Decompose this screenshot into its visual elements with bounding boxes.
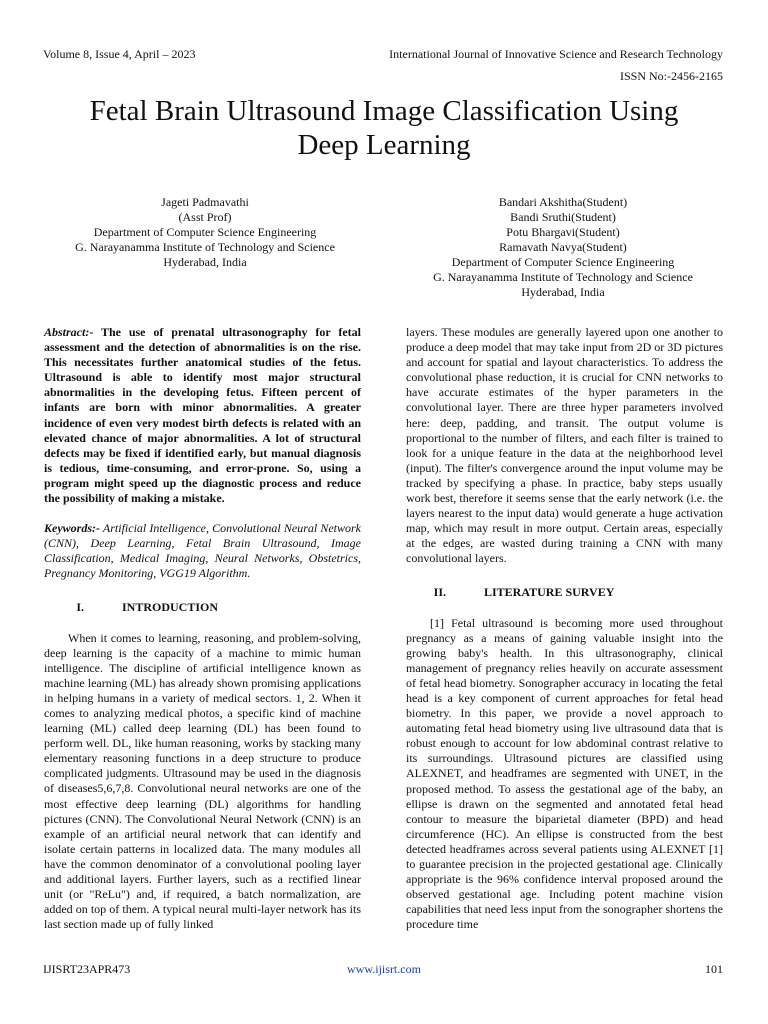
body-paragraph: layers. These modules are generally layered upon one another to produce a deep model that may take input from 2D or 3D pictures and account for spatial and layout characteristics. To address the convolutional phase reduction, it is crucial for CNN networks to have accurate estimates of the hyper parameters in the convolutional layer. There are three hyper parameters involved here: deep, padding, and transit. The output volume is proportional to the number of filters, and each filter is trained to look for a unique feature in the data at the neighborhood level (input). The filter's convergence around the input volume may be tracked by specifying a phase. In practice, baby steps usually work best, therefore it seems sense that the early network (i.e. the layers nearest to the input data) would generate a huge activation map, which may result in more output. Certain areas, especially at the edges, are wasted during training a CNN with many convolutional layers. [406, 325, 723, 566]
paper-title-line-1: Fetal Brain Ultrasound Image Classification Using [89, 95, 679, 127]
author-institution: G. Narayanamma Institute of Technology and Science [75, 240, 335, 254]
running-header-issn: ISSN No:-2456-2165 [619, 69, 723, 83]
right-column [406, 325, 723, 932]
left-column [44, 325, 361, 932]
author-name: Potu Bhargavi(Student) [506, 225, 620, 239]
author-location: Hyderabad, India [521, 285, 605, 299]
section-title: LITERATURE SURVEY [484, 584, 615, 599]
keywords [44, 521, 361, 581]
introduction-paragraph: When it comes to learning, reasoning, and problem-solving, deep learning is the capacity of a machine to mimic human intelligence. The discipline of artificial intelligence known as machine learning (ML) has already shown promising applications in helping humans in a variety of medical sectors. 1, 2. When it comes to analyzing medical photos, a specific kind of machine learning (ML) called deep learning (DL) has been found to perform well. DL, like human reasoning, works by stacking many elementary reasoning functions in a deep structure to produce complicated judgments. Ultrasound may be used in the diagnosis of diseases5,6,7,8. Convolutional neural networks are one of the most effective deep learning (DL) algorithms for handling pictures (CNN). The Convolutional Neural Network (CNN) is an example of an artificial neural network that can identify and isolate certain patterns in localized data. The many modules all have the common denominator of a convolutional pooling layer and additional layers. Further layers, such as a rectified linear unit (or "ReLu") and, if required, a batch normalization, are added on top of them. A typical neural multi-layer network has its last section made up of fully linked [44, 630, 361, 932]
keywords-text: Artificial Intelligence, Convolutional Neural Network (CNN), Deep Learning, Fetal Brain Ultrasound, Image Classification, Medical Imaging, Neural Networks, Obstetrics, Pregnancy Monitoring, VGG19 Algorithm. [44, 521, 361, 581]
section-title: INTRODUCTION [122, 599, 219, 614]
keywords-label: Keywords:- [44, 521, 100, 536]
abstract-text: The use of prenatal ultrasonography for fetal assessment and the detection of abnormalities is on the rise. This necessitates further anatomical studies of the fetus. Ultrasound is able to identify most major structural abnormalities in the developing fetus. Fifteen percent of infants are born with minor abnormalities. A greater incidence of even very modest birth defects is related with an elevated chance of major abnormalities. A lot of structural defects may be fixed if identified early, but manual diagnosis is tedious, time-consuming, and error-prone. So, using a program might speed up the diagnostic process and reduce the possibility of making a mistake. [44, 325, 361, 506]
running-header-journal: International Journal of Innovative Science and Research Technology [389, 47, 723, 61]
author-location: Hyderabad, India [163, 255, 247, 269]
author-role: (Asst Prof) [178, 210, 232, 224]
abstract-label: Abstract:- [44, 325, 94, 339]
section-number: II. [433, 584, 446, 599]
author-name: Jageti Padmavathi [161, 195, 249, 209]
footer-website-link[interactable]: www.ijisrt.com [347, 962, 421, 976]
running-header-volume: Volume 8, Issue 4, April – 2023 [43, 47, 196, 61]
author-department: Department of Computer Science Engineering [93, 225, 317, 239]
section-heading-literature-survey [406, 585, 723, 599]
abstract [44, 325, 361, 506]
author-block-left [40, 195, 370, 270]
author-name: Bandi Sruthi(Student) [510, 210, 616, 224]
author-department: Department of Computer Science Engineering [451, 255, 675, 269]
author-block-right [388, 195, 738, 300]
author-name: Ramavath Navya(Student) [499, 240, 627, 254]
author-name: Bandari Akshitha(Student) [498, 195, 628, 209]
section-heading-introduction [44, 600, 361, 614]
author-institution: G. Narayanamma Institute of Technology and Science [433, 270, 693, 284]
section-number: I. [76, 599, 84, 614]
literature-survey-paragraph: [1] Fetal ultrasound is becoming more used throughout pregnancy as a means of gaining valuable insight into the growing baby's health. In this ultrasonography, clinical management of pregnancy relies heavily on accurate assessment of fetal head biometry. Sonographer accuracy in locating the fetal head is a key component of current approaches for fetal head biometry. In this paper, we provide a novel approach to automating fetal head biometry using live ultrasound data that is robust enough to account for low abdominal contrast relative to its surroundings. Ultrasound pictures are classified using ALEXNET, and headframes are segmented with UNET, in the proposed method. To assess the gestational age of the baby, an ellipse is drawn on the segmented and annotated fetal head contour to measure the biparietal diameter (BPD) and head circumference (HC). An ellipse is constructed from the best detected headframes across several patients using ALEXNET [1] to guarantee precision in the projected gestational age. Clinically appropriate is the 96% confidence interval proposed around the observed gestational age. Including potent machine vision capabilities that need less input from the sonographer shortens the procedure time [406, 615, 723, 932]
footer-paper-id: IJISRT23APR473 [43, 962, 131, 976]
footer-page-number: 101 [705, 962, 723, 976]
paper-title-line-2: Deep Learning [297, 129, 471, 161]
paper-title [40, 94, 728, 162]
